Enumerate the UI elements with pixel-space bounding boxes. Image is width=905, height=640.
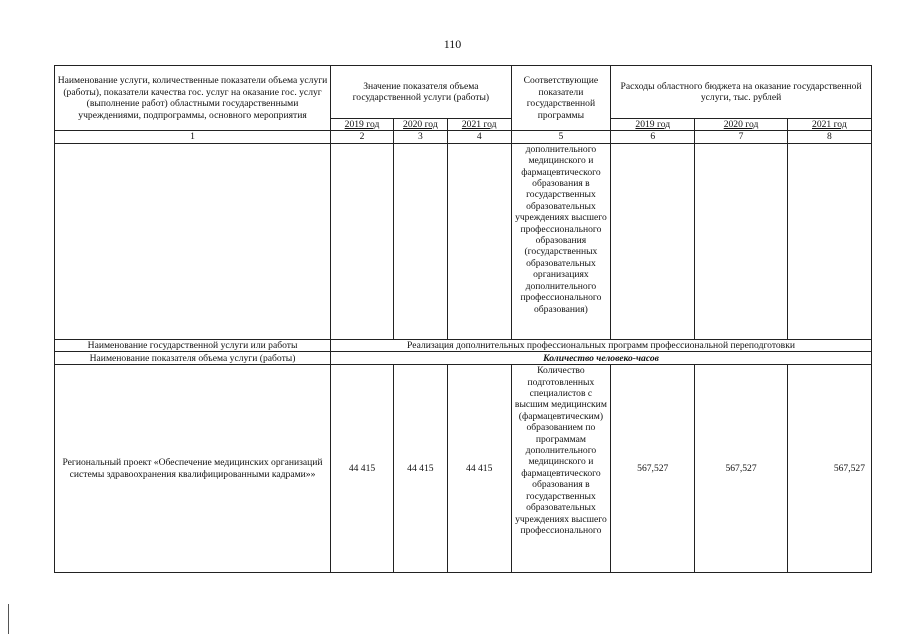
- project-program-indicator: Количество подготовленных специалистов с высшим медицинским (фармацевтическим) образованием по программам дополнительного медицинского и фармацевтического образования в государственных образовательных учреждениях высшего профессионального: [511, 365, 610, 573]
- margin-mark: [8, 604, 9, 634]
- header-exp-year-2021: 2021 год: [787, 119, 871, 131]
- continuation-empty-3: [393, 143, 447, 339]
- continuation-empty-8: [787, 143, 871, 339]
- indicator-row-value: Количество человеко-часов: [331, 352, 872, 365]
- continuation-empty-7: [695, 143, 787, 339]
- continuation-program-text: дополнительного медицинского и фармацевтического образования в государственных образовательных учреждениях высшего профессионального образования (государственных образовательных организациях дополнительного профессионального образования): [511, 143, 610, 339]
- col-number-5: 5: [511, 131, 610, 143]
- header-service-name: Наименование услуги, количественные показатели объема услуги (работы), показатели качества гос. услуг на оказание гос. услуг (выполнение работ) областными государственными учреждениями, подпрограммы, основного мероприятия: [55, 66, 331, 131]
- header-program-indicators: Соответствующие показатели государственной программы: [511, 66, 610, 131]
- volume-2020: 44 415: [393, 365, 447, 573]
- budget-table: [54, 65, 872, 573]
- header-exp-year-2020: 2020 год: [695, 119, 787, 131]
- continuation-empty-1: [55, 143, 331, 339]
- continuation-empty-6: [611, 143, 695, 339]
- col-number-7: 7: [695, 131, 787, 143]
- header-year-2021: 2021 год: [447, 119, 511, 131]
- col-number-2: 2: [331, 131, 394, 143]
- page-number: 110: [443, 37, 462, 51]
- service-row-value: Реализация дополнительных профессиональных программ профессиональной переподготовки: [331, 339, 872, 351]
- header-year-2019: 2019 год: [331, 119, 394, 131]
- continuation-empty-4: [447, 143, 511, 339]
- col-number-1: 1: [55, 131, 331, 143]
- indicator-row-label: Наименование показателя объема услуги (работы): [55, 352, 331, 365]
- continuation-empty-2: [331, 143, 394, 339]
- expense-2019: 567,527: [611, 365, 695, 573]
- service-row-label: Наименование государственной услуги или работы: [55, 339, 331, 351]
- expense-2021: 567,527: [787, 365, 871, 573]
- expense-2020: 567,527: [695, 365, 787, 573]
- volume-2021: 44 415: [447, 365, 511, 573]
- col-number-3: 3: [393, 131, 447, 143]
- col-number-6: 6: [611, 131, 695, 143]
- header-year-2020: 2020 год: [393, 119, 447, 131]
- col-number-8: 8: [787, 131, 871, 143]
- volume-2019: 44 415: [331, 365, 394, 573]
- header-expenses: Расходы областного бюджета на оказание государственной услуги, тыс. рублей: [611, 66, 872, 119]
- col-number-4: 4: [447, 131, 511, 143]
- header-exp-year-2019: 2019 год: [611, 119, 695, 131]
- project-name: Региональный проект «Обеспечение медицинских организаций системы здравоохранения квалифицированными кадрами»»: [55, 365, 331, 573]
- header-volume: Значение показателя объема государственной услуги (работы): [331, 66, 512, 119]
